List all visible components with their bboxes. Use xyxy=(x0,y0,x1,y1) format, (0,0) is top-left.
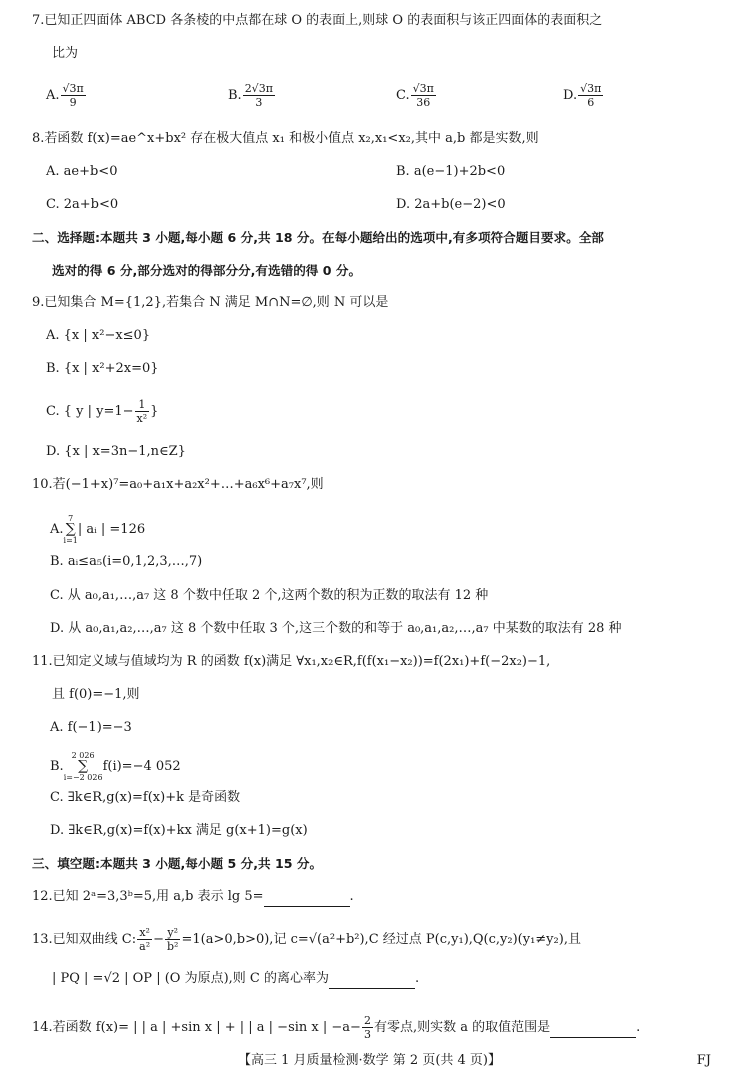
q7-stem: 7.已知正四面体 ABCD 各条棱的中点都在球 O 的表面上,则球 O 的表面积与该正四面体的表面积之 xyxy=(32,13,603,28)
q9-option-a: A. {x | x²−x≤0} xyxy=(46,328,151,343)
q7-option-b: B. $\frac{2√3\pi}{3}$ xyxy=(228,82,273,109)
q10-option-d: D. 从 a₀,a₁,a₂,…,a₇ 这 8 个数中任取 3 个,这三个数的和等于 a₀,a₁,a₂,…,a₇ 中某数的取法有 28 种 xyxy=(50,621,622,636)
q9-stem: 9.已知集合 M={1,2},若集合 N 满足 M∩N=∅,则 N 可以是 xyxy=(32,295,389,310)
q7-option-c: C. $\frac{√3\pi}{36}$ xyxy=(396,82,434,109)
summation-symbol: 7 ∑ i=1 xyxy=(63,514,78,545)
q11-option-c: C. ∃k∈R,g(x)=f(x)+k 是奇函数 xyxy=(50,790,241,805)
q7-option-d: D. $\frac{√3\pi}{6}$ xyxy=(563,82,602,109)
q10-stem: 10.若(−1+x)⁷=a₀+a₁x+a₂x²+…+a₆x⁶+a₇x⁷,则 xyxy=(32,477,324,492)
answer-blank[interactable] xyxy=(329,970,415,989)
q11-stem: 11.已知定义域与值域均为 R 的函数 f(x)满足 ∀x₁,x₂∈R,f(f(x₁−x₂))=f(2x₁)+f(−2x₂)−1, xyxy=(32,654,551,669)
q10-option-a: A.7 ∑ i=1| aᵢ | =126 xyxy=(50,514,146,545)
section-2-heading-cont: 选对的得 6 分,部分选对的得部分分,有选错的得 0 分。 xyxy=(52,263,362,278)
q8-option-d: D. 2a+b(e−2)<0 xyxy=(396,197,506,212)
q8-stem: 8.若函数 f(x)=ae^x+bx² 存在极大值点 x₁ 和极小值点 x₂,x₁<x₂,其中 a,b 都是实数,则 xyxy=(32,131,539,146)
q8-option-a: A. ae+b<0 xyxy=(46,164,118,179)
q7-option-a: A. $\frac{√3\pi}{9}$ xyxy=(46,82,84,109)
q9-option-d: D. {x | x=3n−1,n∈Z} xyxy=(46,444,186,459)
section-3-heading: 三、填空题:本题共 3 小题,每小题 5 分,共 15 分。 xyxy=(32,856,323,871)
q11-option-a: A. f(−1)=−3 xyxy=(50,720,132,735)
q7-stem-cont: 比为 xyxy=(52,46,79,61)
q8-option-c: C. 2a+b<0 xyxy=(46,197,119,212)
q9-option-c: C. { y | y=1− $\frac{1}{\text{x²}}$ } xyxy=(46,398,159,425)
answer-blank[interactable] xyxy=(264,888,350,907)
q14-stem: 14.若函数 f(x)= | | a | +sin x | + | | a | −sin x | −a− $\frac{2}{3}$ 有零点,则实数 a 的取值范围是 . xyxy=(32,1014,641,1041)
section-2-heading: 二、选择题:本题共 3 小题,每小题 6 分,共 18 分。在每小题给出的选项中,有多项符合题目要求。全部 xyxy=(32,230,604,245)
q10-option-b: B. aᵢ≤a₅(i=0,1,2,3,…,7) xyxy=(50,554,203,569)
q11-option-b: B.2 026 ∑ i=−2 026f(i)=−4 052 xyxy=(50,751,181,782)
q8-option-b: B. a(e−1)+2b<0 xyxy=(396,164,506,179)
answer-blank[interactable] xyxy=(550,1019,636,1038)
q12: 12.已知 2ᵃ=3,3ᵇ=5,用 a,b 表示 lg 5= . xyxy=(32,888,354,907)
q13-stem: 13.已知双曲线 C: $\frac{\text{x²}}{\text{a²}}$ − $\frac{\text{y²}}{\text{b²}}$ =1(a>0,b>0),记 c=√(a²+b²),C 经过点 P(c,y₁),Q(c,y₂)(y₁≠y₂),且 xyxy=(32,926,581,953)
q9-option-b: B. {x | x²+2x=0} xyxy=(46,361,159,376)
footer-code: FJ xyxy=(696,1053,711,1068)
summation-symbol: 2 026 ∑ i=−2 026 xyxy=(63,751,103,782)
q10-option-c: C. 从 a₀,a₁,…,a₇ 这 8 个数中任取 2 个,这两个数的积为正数的取法有 12 种 xyxy=(50,588,489,603)
q11-option-d: D. ∃k∈R,g(x)=f(x)+kx 满足 g(x+1)=g(x) xyxy=(50,823,308,838)
q11-stem-cont: 且 f(0)=−1,则 xyxy=(52,687,140,702)
q13-stem-cont: | PQ | =√2 | OP | (O 为原点),则 C 的离心率为 . xyxy=(52,970,419,989)
footer-page-info: 【高三 1 月质量检测·数学 第 2 页(共 4 页)】 xyxy=(237,1053,501,1068)
